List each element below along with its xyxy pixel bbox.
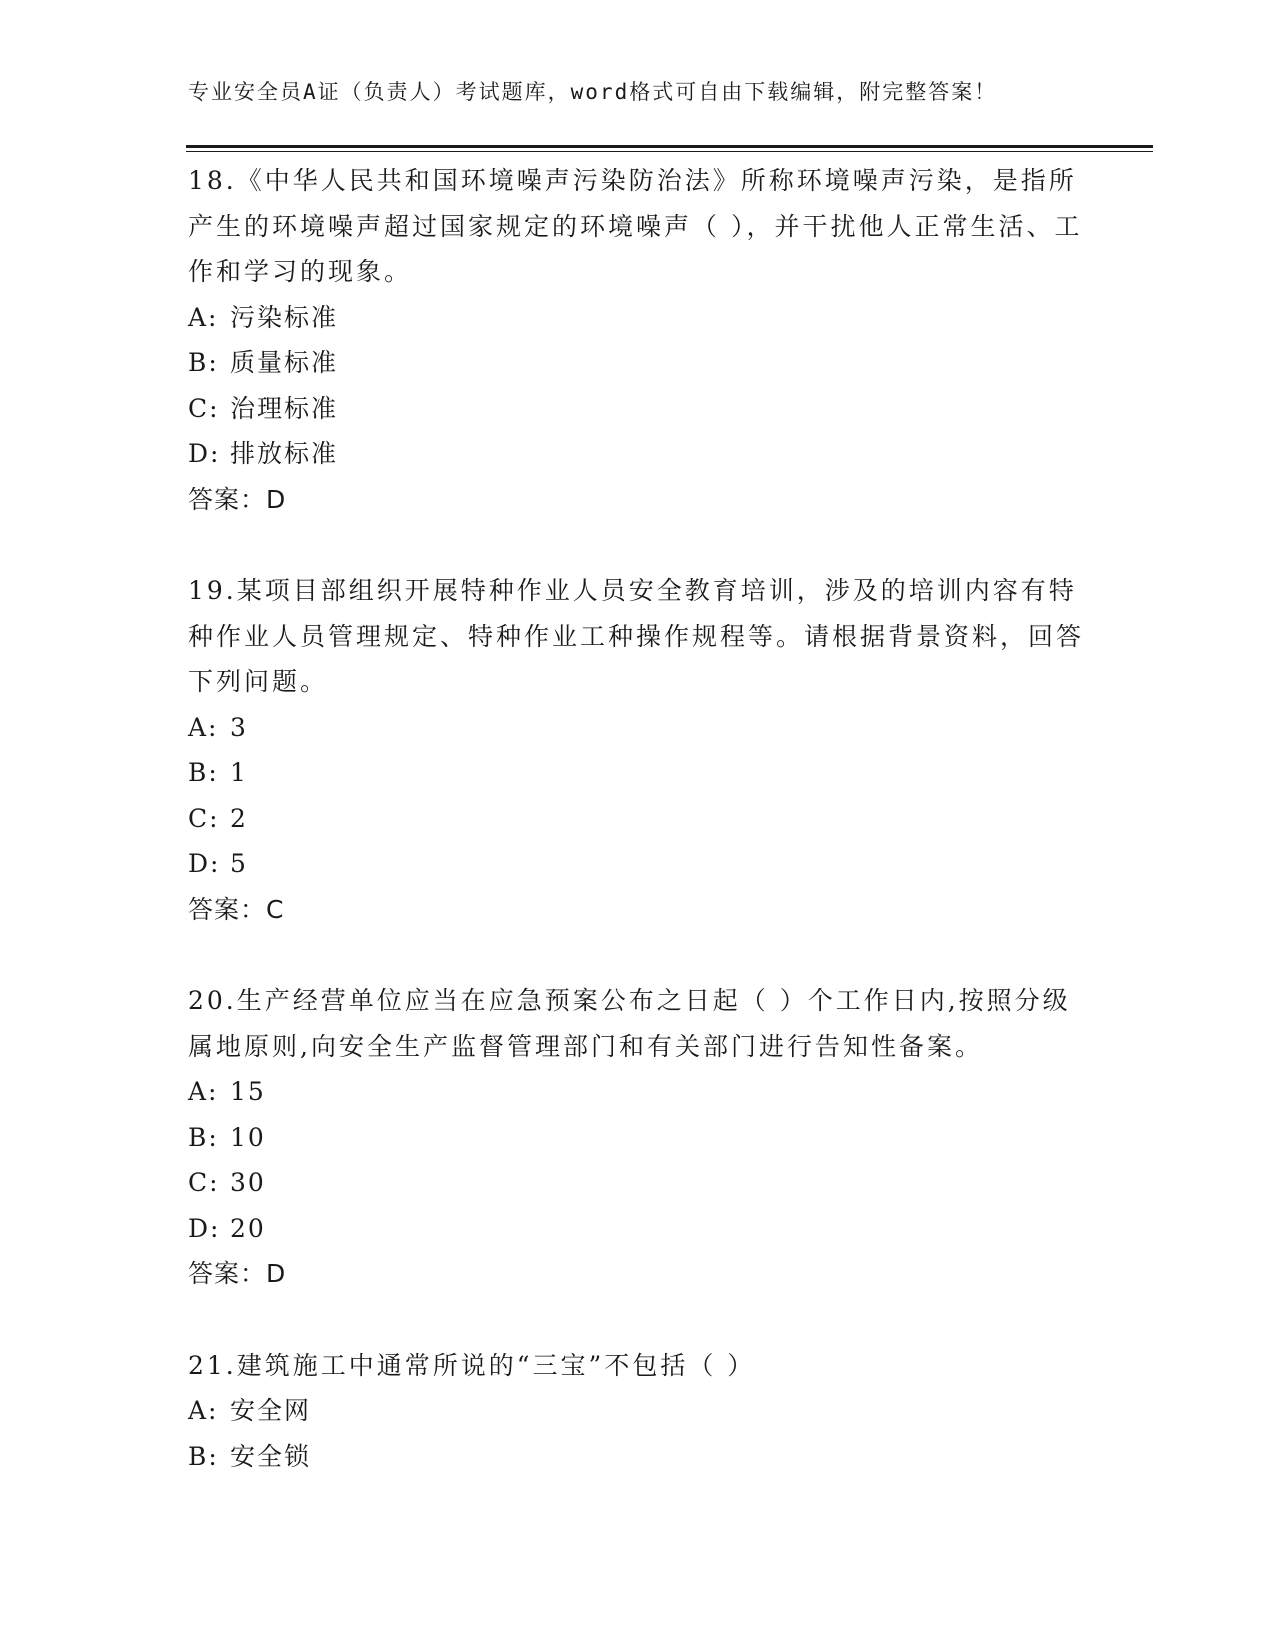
option-label: C: <box>188 393 220 423</box>
question-text: 21.建筑施工中通常所说的“三宝”不包括（ ） <box>188 1350 756 1380</box>
option-d <box>188 841 1088 887</box>
option-label: B: <box>188 348 219 377</box>
option-label: D: <box>188 1213 221 1243</box>
option-label: D: <box>188 849 221 878</box>
option-c <box>188 796 1088 842</box>
question-21 <box>188 1343 1088 1480</box>
option-text: 2 <box>230 803 248 833</box>
question-text: 19.某项目部组织开展特种作业人员安全教育培训，涉及的培训内容有特种作业人员管理规定、特种作业工种操作规程等。请根据背景资料，回答下列问题。 <box>188 576 1085 696</box>
question-list <box>188 158 1088 1525</box>
option-label: C: <box>188 803 220 833</box>
option-d <box>188 1206 1088 1252</box>
option-b <box>188 750 1088 796</box>
option-label: A: <box>188 1396 219 1425</box>
option-b <box>188 1434 1088 1480</box>
option-text: 质量标准 <box>230 348 339 377</box>
option-text: 3 <box>230 712 248 742</box>
option-label: B: <box>188 1441 219 1471</box>
option-text: 5 <box>230 849 248 878</box>
option-text: 安全锁 <box>230 1441 312 1471</box>
answer-line: 答案：D <box>188 484 287 514</box>
option-d <box>188 431 1088 477</box>
option-text: 20 <box>230 1213 266 1243</box>
question-20 <box>188 978 1088 1297</box>
option-a <box>188 705 1088 751</box>
option-text: 治理标准 <box>230 393 339 423</box>
option-label: A: <box>188 302 219 332</box>
option-text: 15 <box>230 1077 266 1106</box>
option-b <box>188 1115 1088 1161</box>
option-text: 污染标准 <box>230 302 339 332</box>
question-18 <box>188 158 1088 522</box>
option-c <box>188 1160 1088 1206</box>
question-text: 20.生产经营单位应当在应急预案公布之日起（ ）个工作日内,按照分级属地原则,向安全生产监督管理部门和有关部门进行告知性备案。 <box>188 986 1071 1061</box>
option-label: A: <box>188 712 219 742</box>
option-label: B: <box>188 758 219 787</box>
option-label: D: <box>188 439 221 468</box>
option-c <box>188 386 1088 432</box>
option-text: 1 <box>230 758 248 787</box>
question-text: 18.《中华人民共和国环境噪声污染防治法》所称环境噪声污染，是指所产生的环境噪声超过国家规定的环境噪声（ ），并干扰他人正常生活、工作和学习的现象。 <box>188 166 1083 286</box>
header-rule-thick <box>186 145 1153 148</box>
answer-line: 答案：C <box>188 894 285 924</box>
option-text: 安全网 <box>230 1396 312 1425</box>
option-a <box>188 295 1088 341</box>
option-text: 10 <box>230 1122 266 1152</box>
header-rule-thin <box>186 151 1153 152</box>
option-label: B: <box>188 1122 219 1152</box>
option-a <box>188 1069 1088 1115</box>
answer-line: 答案：D <box>188 1259 287 1288</box>
option-text: 排放标准 <box>230 439 339 468</box>
option-label: C: <box>188 1168 220 1197</box>
option-label: A: <box>188 1077 219 1106</box>
page-header-title: 专业安全员A证（负责人）考试题库，word格式可自由下载编辑，附完整答案！ <box>188 80 998 104</box>
question-19 <box>188 568 1088 932</box>
option-b <box>188 340 1088 386</box>
option-text: 30 <box>230 1168 266 1197</box>
option-a <box>188 1388 1088 1434</box>
